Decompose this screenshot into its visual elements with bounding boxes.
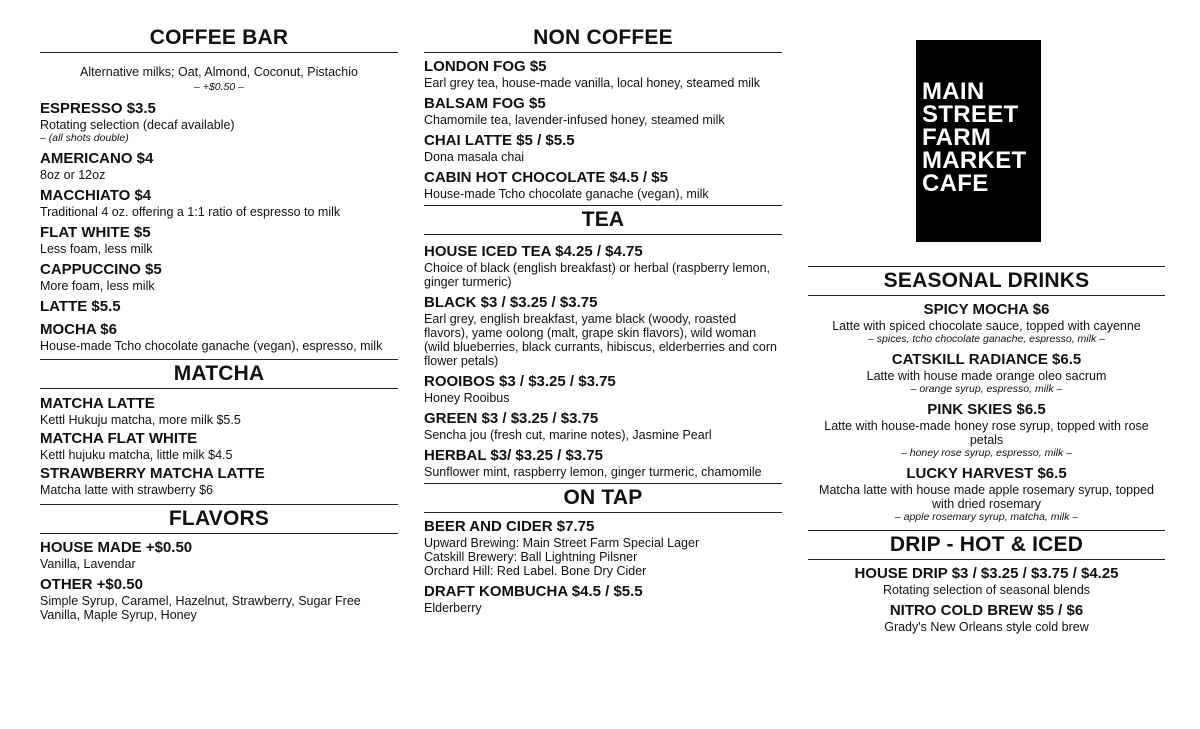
item-description: 8oz or 12oz: [40, 168, 106, 182]
item-description: More foam, less milk: [40, 279, 155, 293]
item-description: Vanilla, Lavendar: [40, 557, 136, 571]
item-description: Earl grey tea, house-made vanilla, local honey, steamed milk: [424, 76, 761, 90]
item-name: BLACK $3 / $3.25 / $3.75: [424, 294, 598, 311]
alt-milks-note: [40, 65, 398, 95]
seasonal-drinks-heading: SEASONAL DRINKS: [808, 266, 1165, 296]
menu-item: [424, 583, 782, 615]
cafe-logo: [916, 40, 1041, 242]
on-tap-heading: ON TAP: [424, 483, 782, 513]
tea-heading: TEA: [424, 205, 782, 235]
item-description: Dona masala chai: [424, 150, 525, 164]
item-name: LUCKY HARVEST $6.5: [906, 465, 1067, 482]
item-description: Elderberry: [424, 601, 482, 615]
item-name: DRAFT KOMBUCHA $4.5 / $5.5: [424, 583, 643, 600]
alt-milks-price: – +$0.50 –: [194, 81, 244, 93]
item-description: Honey Rooibus: [424, 391, 510, 405]
item-description: Rotating selection (decaf available): [40, 118, 235, 132]
item-description: Latte with house made orange oleo sacrum: [866, 369, 1107, 383]
item-name: GREEN $3 / $3.25 / $3.75: [424, 410, 599, 427]
item-name: MATCHA LATTE: [40, 395, 155, 412]
item-name: LONDON FOG $5: [424, 58, 547, 75]
flavors-items: [40, 539, 398, 622]
menu-item: [40, 224, 398, 256]
item-name: HOUSE ICED TEA $4.25 / $4.75: [424, 243, 643, 260]
drip-items: [808, 565, 1165, 634]
item-description: Chamomile tea, lavender-infused honey, steamed milk: [424, 113, 725, 127]
item-description: Latte with house-made honey rose syrup, topped with rose petals: [824, 419, 1149, 447]
logo-line: MAIN: [922, 78, 985, 105]
item-description: Grady's New Orleans style cold brew: [884, 620, 1089, 634]
menu-item: [424, 95, 782, 127]
menu-item: [40, 465, 398, 497]
item-name: HOUSE DRIP $3 / $3.25 / $3.75 / $4.25: [854, 565, 1119, 582]
item-name: CAPPUCCINO $5: [40, 261, 162, 278]
item-name: HOUSE MADE +$0.50: [40, 539, 193, 556]
seasonal-items: [808, 301, 1165, 524]
item-description: Sencha jou (fresh cut, marine notes), Jasmine Pearl: [424, 428, 712, 442]
drip-heading: DRIP - HOT & ICED: [808, 530, 1165, 560]
column-right: [808, 266, 1165, 634]
item-description: Less foam, less milk: [40, 242, 153, 256]
item-description: Latte with spiced chocolate sauce, topped with cayenne: [832, 319, 1141, 333]
menu-item: [808, 465, 1165, 524]
item-name: BALSAM FOG $5: [424, 95, 546, 112]
non-coffee-heading: NON COFFEE: [424, 24, 782, 53]
item-description: Matcha latte with strawberry $6: [40, 483, 213, 497]
menu-item: [40, 576, 398, 622]
menu-item: [424, 243, 782, 289]
item-note: – honey rose syrup, espresso, milk –: [901, 447, 1072, 459]
item-name: MATCHA FLAT WHITE: [40, 430, 198, 447]
menu-item: [808, 301, 1165, 346]
item-name: BEER AND CIDER $7.75: [424, 518, 595, 535]
item-name: CABIN HOT CHOCOLATE $4.5 / $5: [424, 169, 668, 186]
menu-item: [808, 565, 1165, 597]
coffee-bar-heading: COFFEE BAR: [40, 24, 398, 53]
menu-item: [424, 373, 782, 405]
item-description: Upward Brewing: Main Street Farm Special Lager Catskill Brewery: Ball Lightning Pilsner Orchard Hill: Red Label. Bone Dry Cider: [424, 536, 700, 578]
menu-item: [40, 539, 398, 571]
menu-item: [40, 261, 398, 293]
item-name: CATSKILL RADIANCE $6.5: [891, 351, 1082, 368]
item-name: AMERICANO $4: [40, 150, 154, 167]
item-name: MOCHA $6: [40, 321, 117, 338]
logo-line: STREET: [922, 101, 1019, 128]
item-name: ROOIBOS $3 / $3.25 / $3.75: [424, 373, 616, 390]
item-name: LATTE $5.5: [40, 298, 121, 315]
item-name: NITRO COLD BREW $5 / $6: [889, 602, 1084, 619]
item-note: – apple rosemary syrup, matcha, milk –: [894, 511, 1079, 523]
item-name: MACCHIATO $4: [40, 187, 152, 204]
item-name: OTHER +$0.50: [40, 576, 143, 593]
menu-item: [808, 401, 1165, 460]
item-name: CHAI LATTE $5 / $5.5: [424, 132, 575, 149]
column-middle: [424, 24, 782, 615]
column-left: [40, 24, 398, 622]
menu-item: [424, 132, 782, 164]
item-description: Matcha latte with house made apple rosemary syrup, topped with dried rosemary: [819, 483, 1154, 511]
item-description: House-made Tcho chocolate ganache (vegan), espresso, milk: [40, 339, 383, 353]
menu-item: [40, 187, 398, 219]
menu-item: [40, 100, 398, 145]
menu-item: [424, 410, 782, 442]
tea-items: [424, 243, 782, 479]
item-name: FLAT WHITE $5: [40, 224, 151, 241]
menu-item: [808, 351, 1165, 396]
non-coffee-items: [424, 58, 782, 201]
item-description: House-made Tcho chocolate ganache (vegan), milk: [424, 187, 709, 201]
item-name: PINK SKIES $6.5: [927, 401, 1046, 418]
menu-item: [424, 58, 782, 90]
item-description: Simple Syrup, Caramel, Hazelnut, Strawberry, Sugar Free Vanilla, Maple Syrup, Honey: [40, 594, 361, 622]
matcha-heading: MATCHA: [40, 359, 398, 389]
menu-item: [40, 321, 398, 353]
item-name: ESPRESSO $3.5: [40, 100, 156, 117]
item-note: – spices, tcho chocolate ganache, espresso, milk –: [868, 333, 1105, 345]
item-description: Choice of black (english breakfast) or herbal (raspberry lemon, ginger turmeric): [424, 261, 770, 289]
item-description: Sunflower mint, raspberry lemon, ginger turmeric, chamomile: [424, 465, 762, 479]
menu-item: [424, 294, 782, 368]
item-name: SPICY MOCHA $6: [923, 301, 1050, 318]
matcha-items: [40, 395, 398, 497]
item-description: Kettl Hukuju matcha, more milk $5.5: [40, 413, 241, 427]
flavors-heading: FLAVORS: [40, 504, 398, 534]
menu-item: [424, 518, 782, 578]
menu-item: [40, 395, 398, 427]
logo-line: FARM: [922, 124, 992, 151]
item-description: Earl grey, english breakfast, yame black (woody, roasted flavors), yame oolong (malt, grape skin flavors), wild woman (wild blueberries, black currants, hibiscus, elderberries and corn flower petals): [424, 312, 777, 368]
menu-item: [424, 447, 782, 479]
item-description: Kettl hujuku matcha, little milk $4.5: [40, 448, 233, 462]
menu-item: [40, 150, 398, 182]
menu-item: [40, 430, 398, 462]
coffee-bar-items: [40, 100, 398, 353]
item-note: – (all shots double): [40, 132, 129, 144]
menu-item: [424, 169, 782, 201]
logo-line: MARKET: [922, 147, 1027, 174]
menu-item: [40, 298, 398, 316]
item-description: Rotating selection of seasonal blends: [882, 583, 1091, 597]
alt-milks-text: Alternative milks; Oat, Almond, Coconut, Pistachio: [80, 65, 358, 79]
menu-item: [808, 602, 1165, 634]
item-name: STRAWBERRY MATCHA LATTE: [40, 465, 265, 482]
logo-text: [922, 80, 1026, 195]
on-tap-items: [424, 518, 782, 615]
item-name: HERBAL $3/ $3.25 / $3.75: [424, 447, 603, 464]
item-note: – orange syrup, espresso, milk –: [910, 383, 1063, 395]
item-description: Traditional 4 oz. offering a 1:1 ratio of espresso to milk: [40, 205, 341, 219]
logo-line: CAFE: [922, 170, 989, 197]
